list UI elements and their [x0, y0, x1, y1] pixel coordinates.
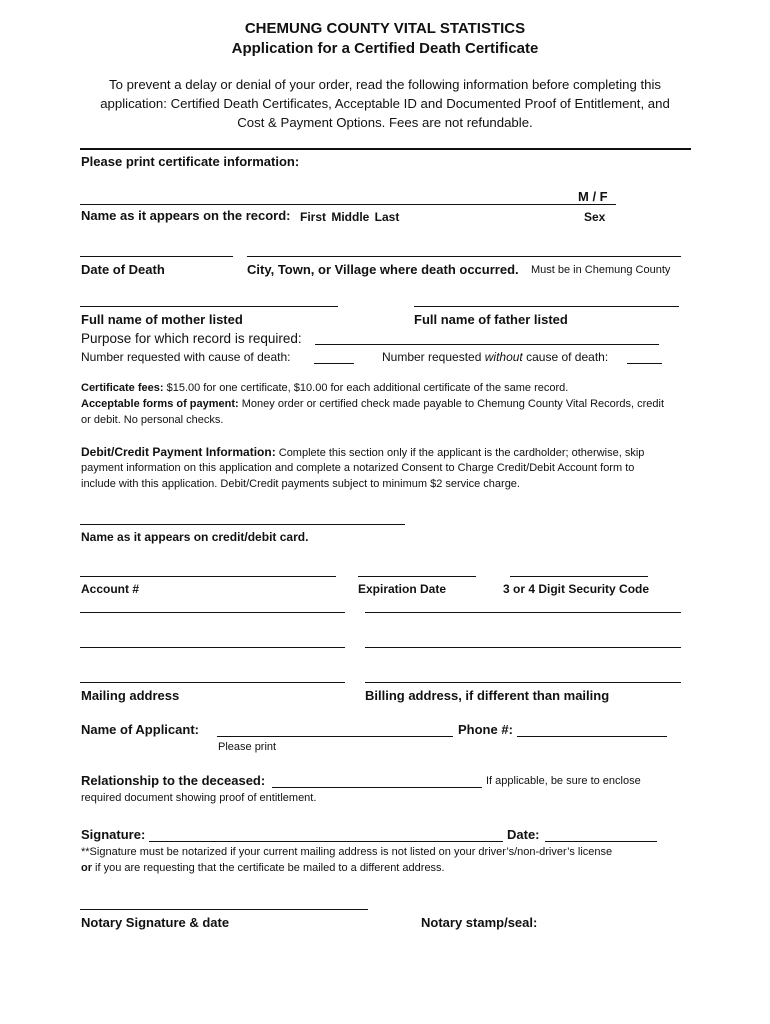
- date-of-death-label: Date of Death: [81, 262, 165, 277]
- city-label: City, Town, or Village where death occurred.: [247, 262, 519, 277]
- card-info-line-3: include with this application. Debit/Credit payments subject to minimum $2 service charge.: [81, 478, 520, 490]
- relationship-note-2: required document showing proof of entitlement.: [81, 792, 317, 804]
- notary-stamp-label: Notary stamp/seal:: [421, 915, 538, 930]
- notary-signature-label: Notary Signature & date: [81, 915, 230, 930]
- mailing-address-field-3[interactable]: [80, 682, 345, 683]
- card-info-line-1: Debit/Credit Payment Information: Complete this section only if the applicant is the cardholder; otherwise, skip: [81, 445, 645, 459]
- name-record-label: Name as it appears on the record:: [81, 208, 291, 223]
- signature-field[interactable]: [149, 841, 503, 842]
- form-subtitle: Application for a Certified Death Certificate: [231, 40, 539, 57]
- name-on-card-label: Name as it appears on credit/debit card.: [81, 530, 309, 544]
- date-field[interactable]: [545, 841, 657, 842]
- date-of-death-field[interactable]: [80, 256, 233, 257]
- intro-line-2: application: Certified Death Certificates, Acceptable ID and Documented Proof of Entitlement, and: [100, 96, 670, 111]
- mailing-address-field-2[interactable]: [80, 647, 345, 648]
- relationship-field[interactable]: [272, 787, 482, 788]
- section-divider: [80, 148, 691, 150]
- name-record-field[interactable]: [80, 204, 616, 205]
- mother-name-label: Full name of mother listed: [81, 312, 243, 327]
- sex-options: M / F: [578, 189, 608, 204]
- signature-note-1: **Signature must be notarized if your current mailing address is not listed on your driver’s/non-driver’s license: [81, 846, 613, 858]
- billing-address-label: Billing address, if different than mailing: [365, 688, 610, 703]
- account-number-field[interactable]: [80, 576, 336, 577]
- name-parts-label: First Middle Last: [300, 210, 400, 224]
- name-on-card-field[interactable]: [80, 524, 405, 525]
- billing-address-field-1[interactable]: [365, 612, 681, 613]
- relationship-label: Relationship to the deceased:: [81, 773, 266, 788]
- father-name-label: Full name of father listed: [414, 312, 568, 327]
- father-name-field[interactable]: [414, 306, 679, 307]
- intro-line-3: Cost & Payment Options. Fees are not refundable.: [237, 115, 533, 130]
- num-without-cause-field[interactable]: [627, 363, 662, 364]
- form-title: CHEMUNG COUNTY VITAL STATISTICS: [244, 20, 526, 37]
- relationship-note: If applicable, be sure to enclose: [486, 775, 641, 787]
- security-code-label: 3 or 4 Digit Security Code: [503, 582, 650, 596]
- phone-label: Phone #:: [458, 722, 513, 737]
- mailing-address-label: Mailing address: [81, 688, 180, 703]
- sex-label: Sex: [584, 210, 606, 224]
- mailing-address-field-1[interactable]: [80, 612, 345, 613]
- date-label: Date:: [507, 827, 540, 842]
- notary-signature-field[interactable]: [80, 909, 368, 910]
- expiration-date-field[interactable]: [358, 576, 476, 577]
- num-with-cause-field[interactable]: [314, 363, 354, 364]
- payment-line-2: or debit. No personal checks.: [81, 414, 224, 426]
- signature-note-2: or if you are requesting that the certificate be mailed to a different address.: [81, 862, 445, 874]
- billing-address-field-3[interactable]: [365, 682, 681, 683]
- intro-line-1: To prevent a delay or denial of your order, read the following information before completing this: [109, 77, 661, 92]
- purpose-label: Purpose for which record is required:: [81, 331, 302, 346]
- mother-name-field[interactable]: [80, 306, 338, 307]
- num-with-cause-label: Number requested with cause of death:: [81, 350, 291, 364]
- applicant-name-label: Name of Applicant:: [81, 722, 199, 737]
- account-number-label: Account #: [81, 582, 140, 596]
- applicant-name-field[interactable]: [217, 736, 453, 737]
- cert-info-heading: Please print certificate information:: [81, 154, 300, 169]
- city-note: Must be in Chemung County: [531, 264, 671, 276]
- please-print-note: Please print: [218, 741, 277, 753]
- payment-line: Acceptable forms of payment: Money order or certified check made payable to Chemung County Vital Records, credit: [81, 398, 665, 410]
- signature-label: Signature:: [81, 827, 146, 842]
- fees-line: Certificate fees: $15.00 for one certificate, $10.00 for each additional certificate of the same record.: [81, 382, 569, 394]
- city-field[interactable]: [247, 256, 681, 257]
- num-without-cause-label: Number requested without cause of death:: [382, 350, 609, 364]
- phone-field[interactable]: [517, 736, 667, 737]
- card-info-line-2: payment information on this application and complete a notarized Consent to Charge Credit/Debit Account form to: [81, 462, 635, 474]
- security-code-field[interactable]: [510, 576, 648, 577]
- purpose-field[interactable]: [315, 344, 659, 345]
- expiration-date-label: Expiration Date: [358, 582, 447, 596]
- billing-address-field-2[interactable]: [365, 647, 681, 648]
